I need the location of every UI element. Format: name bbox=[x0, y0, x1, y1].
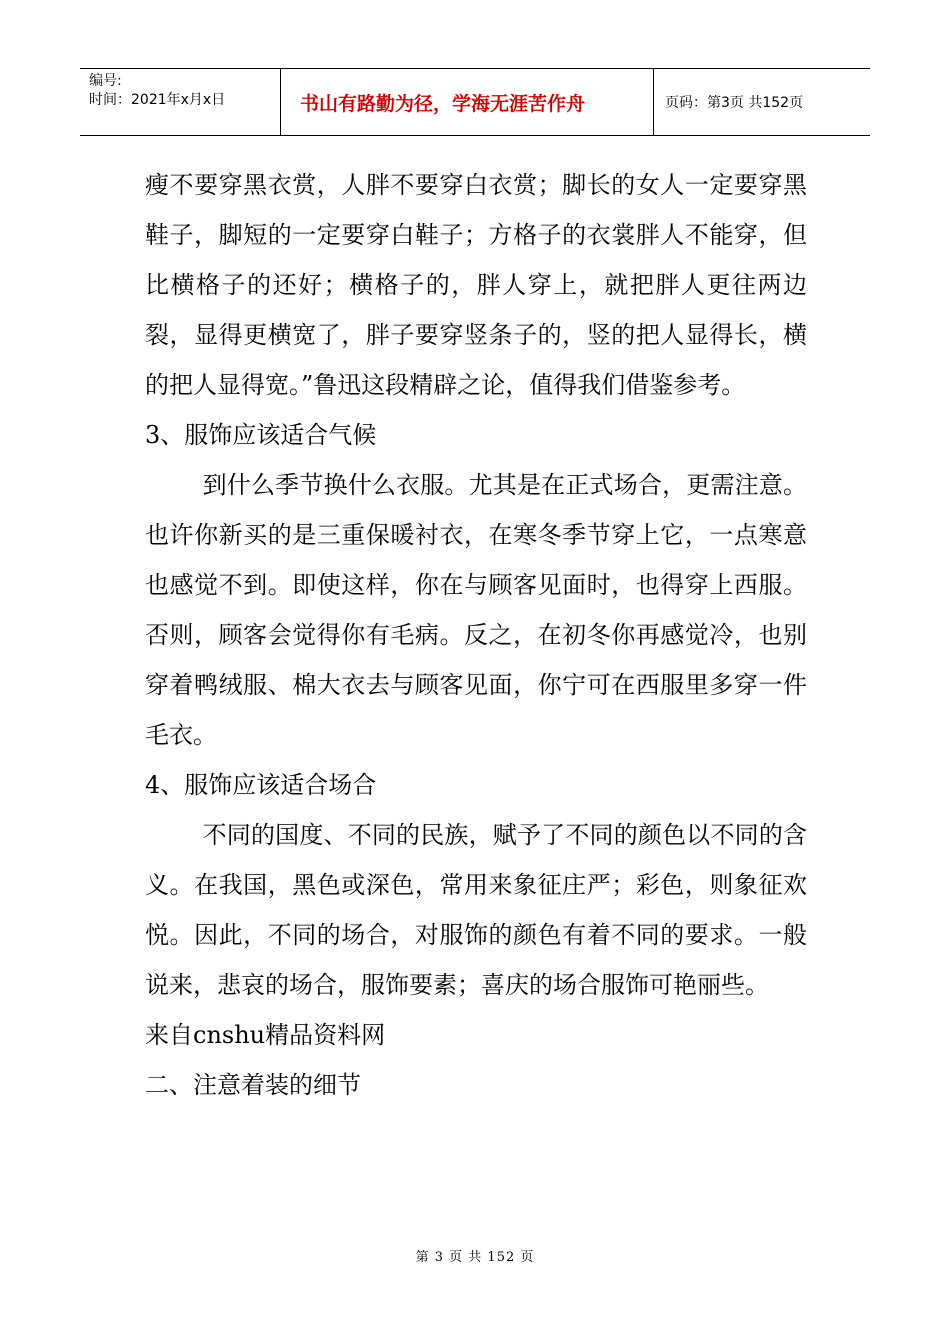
paragraph-continuation: 瘦不要穿黑衣赏，人胖不要穿白衣赏；脚长的女人一定要穿黑鞋子，脚短的一定要穿白鞋子；方格子的衣裳胖人不能穿，但比横格子的还好；横格子的，胖人穿上，就把胖人更往两边裂，显得更横宽了，胖子要穿竖条子的，竖的把人显得长，横的把人显得宽。”鲁迅这段精辟之论，值得我们借鉴参考。 bbox=[145, 171, 807, 399]
section-heading-details: 二、注意着装的细节 bbox=[145, 1071, 361, 1099]
paragraph-occasion: 不同的国度、不同的民族，赋予了不同的颜色以不同的含义。在我国，黑色或深色，常用来象征庄严；彩色，则象征欢悦。因此，不同的场合，对服饰的颜色有着不同的要求。一般说来，悲哀的场合，服饰要素；喜庆的场合服饰可艳丽些。 bbox=[145, 821, 807, 999]
page-footer: 第 3 页 共 152 页 bbox=[415, 1250, 535, 1265]
header-motto: 书山有路勤为径，学海无涯苦作舟 bbox=[281, 69, 654, 135]
header-time-label: 时间：2021年x月x日 bbox=[89, 92, 226, 108]
header-meta bbox=[80, 69, 281, 135]
source-note: 来自cnshu精品资料网 bbox=[145, 1021, 386, 1049]
header-page-info: 页码：第3页 共152页 bbox=[665, 95, 804, 111]
document-body bbox=[145, 160, 807, 1110]
page-header bbox=[80, 68, 870, 136]
header-number-label: 编号: bbox=[89, 73, 122, 89]
section-heading-climate: 3、服饰应该适合气候 bbox=[145, 421, 377, 449]
section-heading-occasion: 4、服饰应该适合场合 bbox=[145, 771, 377, 799]
paragraph-climate: 到什么季节换什么衣服。尤其是在正式场合，更需注意。也许你新买的是三重保暖衬衣，在寒冬季节穿上它，一点寒意也感觉不到。即使这样，你在与顾客见面时，也得穿上西服。否则，顾客会觉得你有毛病。反之，在初冬你再感觉冷，也别穿着鸭绒服、棉大衣去与顾客见面，你宁可在西服里多穿一件毛衣。 bbox=[145, 471, 807, 749]
